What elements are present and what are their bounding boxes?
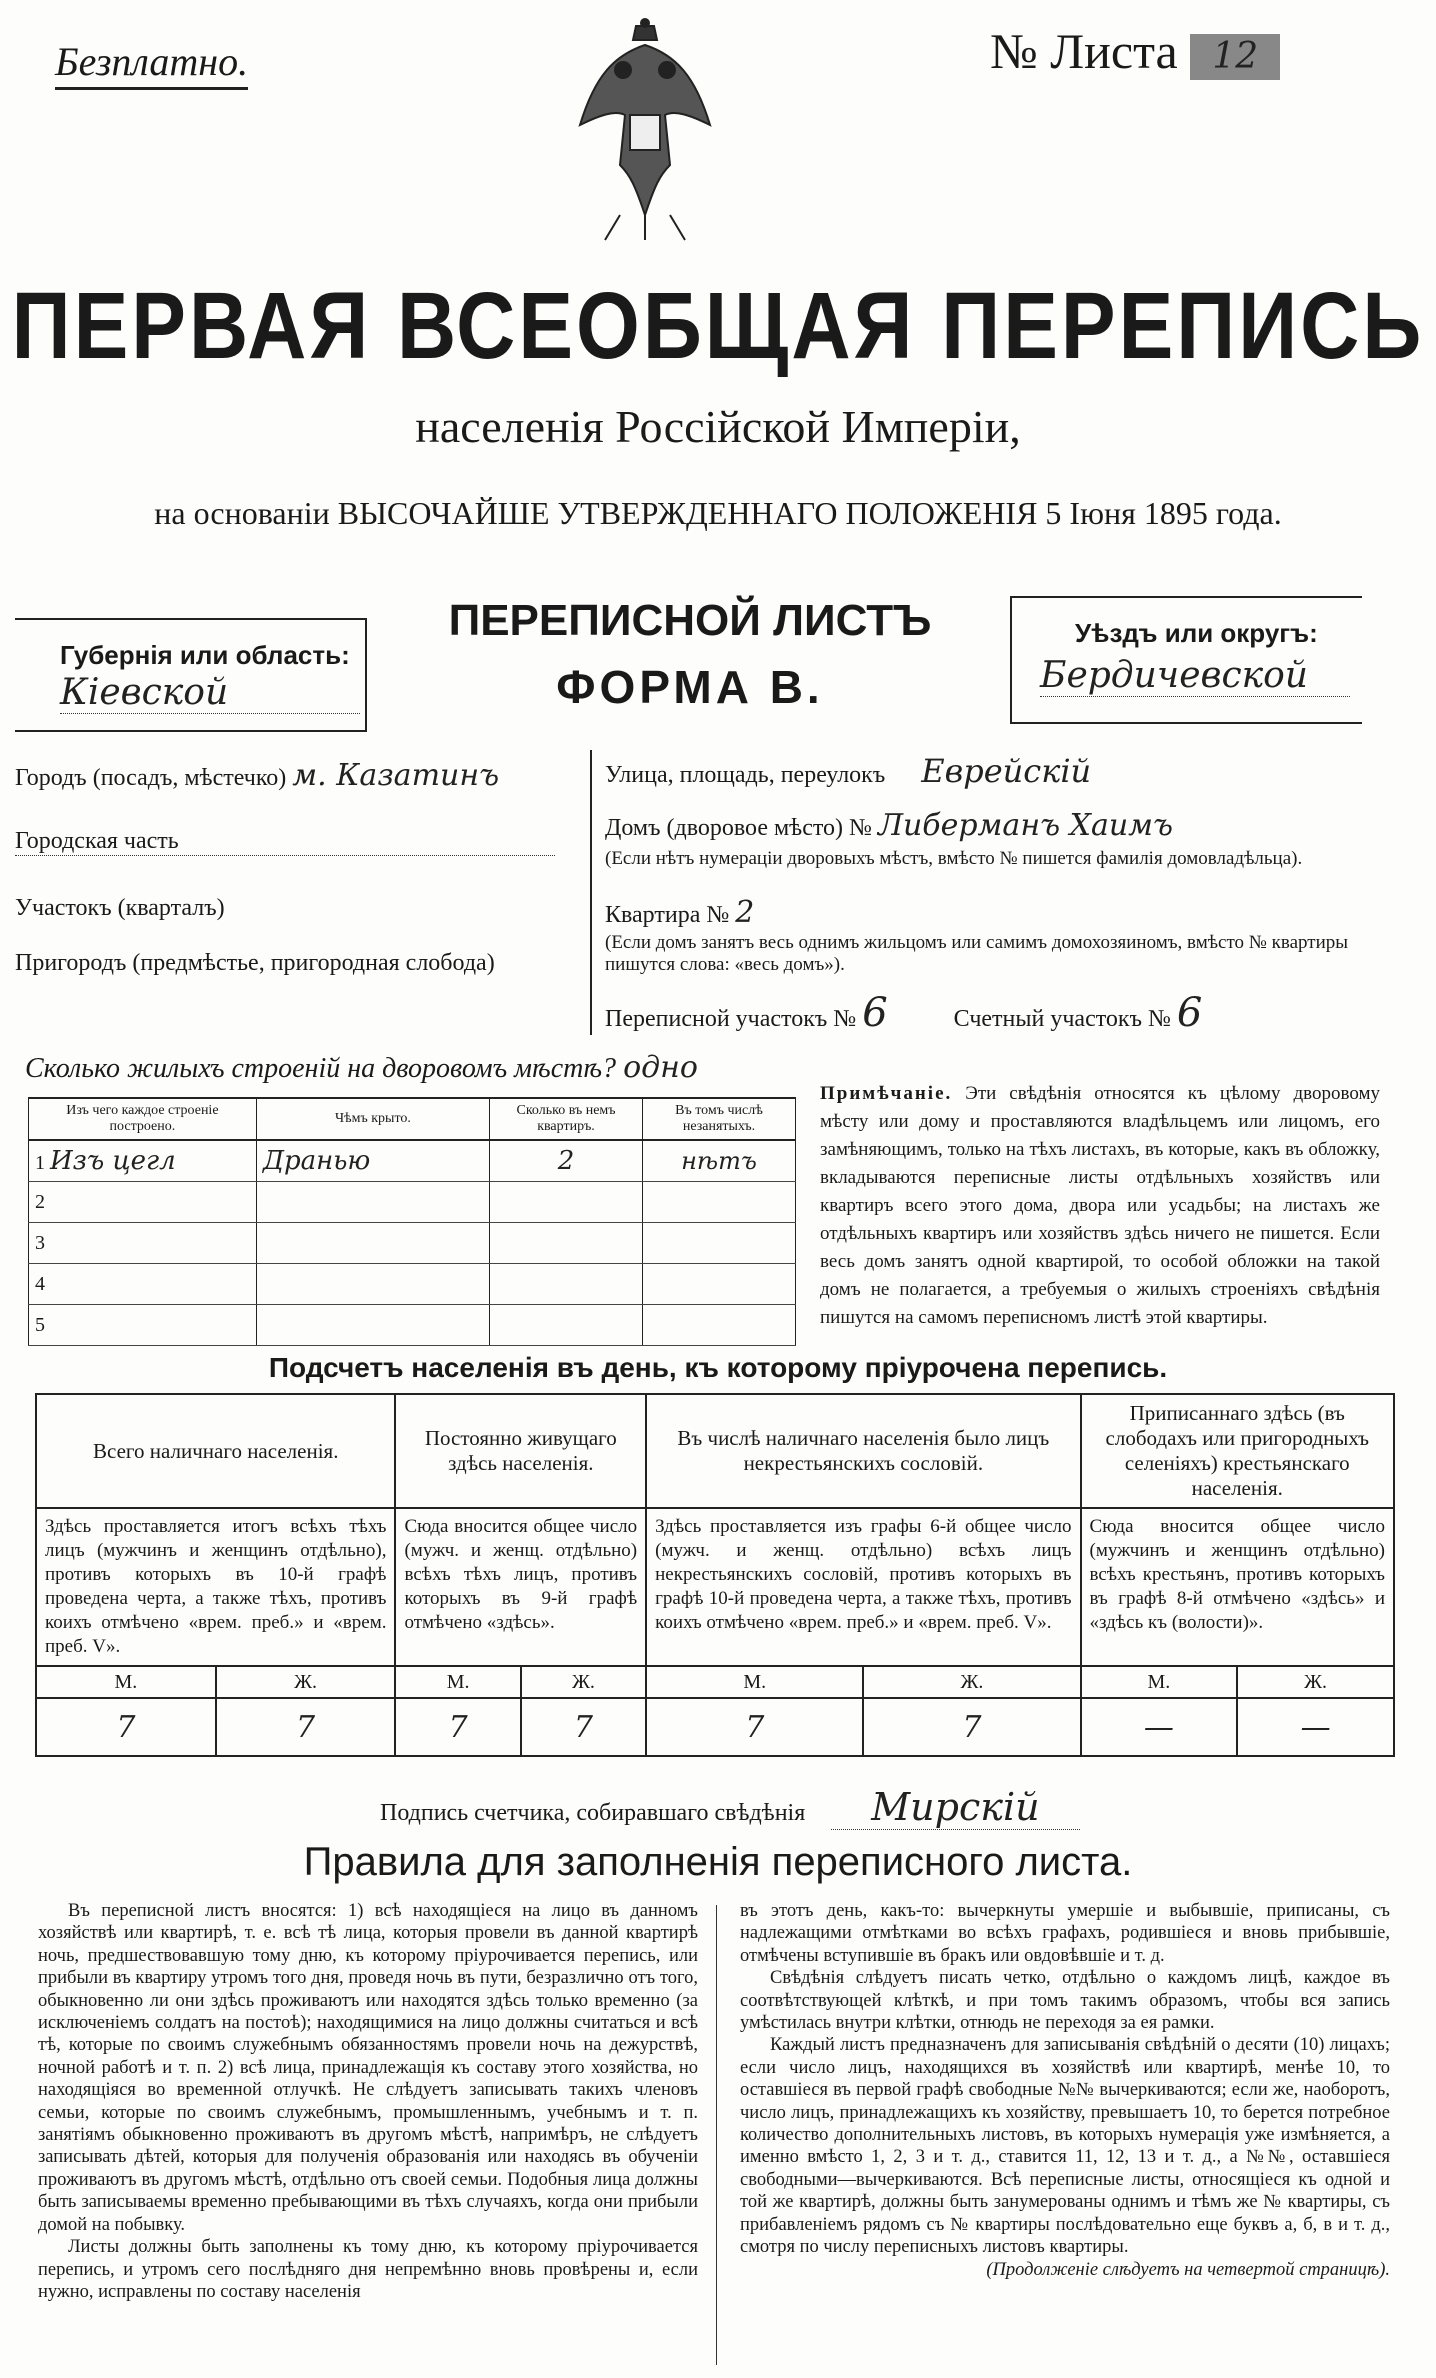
- non-peasant-male-value: 7: [646, 1698, 863, 1756]
- province-value: Кіевской: [60, 672, 360, 714]
- district-value: Бердичевской: [1040, 655, 1350, 697]
- town-field: [15, 758, 575, 793]
- apartment-label: Квартира №: [605, 902, 730, 928]
- province-label: Губернія или область:: [60, 640, 350, 670]
- non-peasant-female-value: 7: [863, 1698, 1080, 1756]
- census-precinct-label: Переписной участокъ №: [605, 1006, 857, 1032]
- apartments-value: 2: [490, 1140, 643, 1182]
- total-female-value: 7: [216, 1698, 396, 1756]
- male-label: М.: [646, 1666, 863, 1698]
- population-count-table: [35, 1393, 1395, 1757]
- peasant-male-value: —: [1081, 1698, 1238, 1756]
- suburb-label: Пригородъ (предмѣстье, пригородная слобода): [15, 950, 495, 976]
- female-label: Ж.: [521, 1666, 646, 1698]
- house-field: [605, 808, 1385, 843]
- precinct-label: Участокъ (кварталъ): [15, 895, 225, 921]
- address-divider: [590, 750, 592, 1035]
- town-label: Городъ (посадъ, мѣстечко): [15, 765, 287, 791]
- precinct-numbers: [605, 990, 1385, 1036]
- rules-continued: (Продолженіе слѣдуетъ на четвертой страницѣ).: [986, 2259, 1390, 2280]
- table-row: [29, 1182, 796, 1223]
- peasant-female-value: —: [1237, 1698, 1394, 1756]
- rules-paragraph: Свѣдѣнія слѣдуетъ писать четко, отдѣльно о каждомъ лицѣ, каждое въ соотвѣтствующей клѣткѣ, и при томъ такимъ образомъ, чтобы вся запись умѣстилась внутри клѣтки, отнюдь не переходя за ея рамки.: [740, 1968, 1390, 2034]
- structures-header-apartments: Сколько въ немъ квартиръ.: [490, 1098, 643, 1140]
- row-number: 3: [29, 1223, 257, 1264]
- female-label: Ж.: [1237, 1666, 1394, 1698]
- row-number: 1: [35, 1152, 45, 1174]
- count-desc-permanent: Сюда вносится общее число (мужч. и женщ. отдѣльно) всѣхъ тѣхъ лицъ, противъ которыхъ въ 9-й графѣ отмѣчено «здѣсь».: [395, 1508, 646, 1666]
- female-label: Ж.: [216, 1666, 396, 1698]
- apartment-note: (Если домъ занятъ весь однимъ жильцомъ или самимъ домохозяиномъ, вмѣсто № квартиры пишутся слова: «весь домъ»).: [605, 932, 1349, 975]
- count-header-total: Всего наличнаго населенія.: [36, 1394, 395, 1508]
- census-precinct-value: 6: [862, 990, 888, 1036]
- street-value: Еврейскій: [921, 752, 1092, 790]
- row-number: 2: [29, 1182, 257, 1223]
- rules-paragraph: Въ переписной листъ вносятся: 1) всѣ находящіеся на лицо въ данномъ хозяйствѣ или квартирѣ, т. е. всѣ тѣ лица, которыя провели въ данной квартирѣ ночь, предшествовавшую тому дню, къ которому пріурочивается перепись, или прибыли въ квартиру утромъ того дня, проведя ночь въ пути, безразлично отъ того, обыкновенно ли они здѣсь проживаютъ или находятся здѣсь только временно (за исключеніемъ солдатъ на постоѣ); находящимися на лицо должны считаться и всѣ тѣ, которые по своимъ служебнымъ обязанностямъ провели ночь на дежурствѣ, ночной работѣ и т. п. 2) всѣ лица, принадлежащія къ составу этого хозяйства, но находящіяся во временной отлучкѣ. Не слѣдуетъ записывать такихъ членовъ семьи, которые по своимъ служебнымъ, промышленнымъ, учебнымъ и т. п. занятіямъ обыкновенно проживаютъ въ другомъ мѣстѣ, напримѣръ, не слѣдуетъ записывать дѣтей, которыя для полученія образованія или находясь въ обученіи проживаютъ въ другомъ мѣстѣ, отдѣльно отъ своей семьи. Подобныя лица должны быть записываемы временно пребывающими въ тѣхъ случаяхъ, когда они прибыли домой на побывку.: [38, 1901, 698, 2235]
- apartment-field: [605, 895, 1385, 930]
- table-row: [29, 1305, 796, 1346]
- count-desc-peasant: Сюда вносится общее число (мужчинъ и женщинъ отдѣльно) всѣхъ крестьянъ, противъ которыхъ въ графѣ 8-й отмѣчено «здѣсь» и «здѣсь къ (волости)».: [1081, 1508, 1394, 1666]
- structures-header-vacant: Въ томъ числѣ незанятыхъ.: [643, 1098, 796, 1140]
- count-desc-total: Здѣсь проставляется итогъ всѣхъ тѣхъ лицъ (мужчинъ и женщинъ отдѣльно), противъ которыхъ въ 10-й графѣ проведена черта, а также тѣхъ, противъ коихъ отмѣчено «врем. преб.» и «врем. преб. V».: [36, 1508, 395, 1666]
- imperial-eagle-emblem: [575, 15, 715, 245]
- table-row: [29, 1264, 796, 1305]
- count-precinct-value: 6: [1176, 990, 1203, 1036]
- count-header-peasant: Приписаннаго здѣсь (въ слободахъ или пригородныхъ селеніяхъ) крестьянскаго населенія.: [1081, 1394, 1394, 1508]
- sheet-number: [990, 22, 1280, 80]
- form-title: ФОРМА В.: [556, 661, 824, 713]
- structures-answer: одно: [623, 1050, 698, 1085]
- total-male-value: 7: [36, 1698, 216, 1756]
- city-part-label: Городская часть: [15, 828, 555, 856]
- town-value: м. Казатинъ: [292, 758, 500, 793]
- female-label: Ж.: [863, 1666, 1080, 1698]
- structures-note: [820, 1080, 1380, 1332]
- apartment-value: 2: [735, 895, 755, 930]
- male-label: М.: [395, 1666, 520, 1698]
- structures-question: [25, 1050, 698, 1085]
- rules-right-column: [740, 1900, 1390, 2281]
- structures-table: [28, 1097, 796, 1346]
- count-desc-non-peasant: Здѣсь проставляется изъ графы 6-й общее число (мужч. и женщ. отдѣльно) всѣхъ лицъ некрестьянскихъ сословій, противъ которыхъ въ графѣ 10-й проведена черта, а также тѣхъ, противъ коихъ отмѣчено «врем. преб.» и «врем. преб. V».: [646, 1508, 1080, 1666]
- roof-value: Дранью: [256, 1140, 489, 1182]
- rules-paragraph: Каждый листъ предназначенъ для записыванія свѣдѣній о десяти (10) лицахъ; если число лицъ, находящихся въ хозяйствѣ или квартирѣ, менѣе 10, то оставшіеся въ первой графѣ свободные №№ вычеркиваются; если же, наоборотъ, число лицъ, принадлежащихъ къ хозяйству, превышаетъ 10, то берется потребное количество дополнительныхъ листовъ, въ которыхъ нумерація уже измѣняется, а именно вмѣсто 1, 2, 3 и т. д., ставится 11, 12, 13 и т. д., а №№, оставшіеся свободными—вычеркиваются. Всѣ переписные листы, относящіеся къ одной и той же квартирѣ, должны быть занумерованы однимъ и тѣмъ же № квартиры, съ прибавленіемъ рядомъ съ № квартиры послѣдовательно еще буквъ а, б, в и т. д., смотря по числу переписныхъ листовъ квартиры.: [740, 2035, 1390, 2258]
- rules-title: Правила для заполненія переписного листа.: [303, 1840, 1133, 1884]
- free-label: Безплатно.: [55, 38, 248, 90]
- material-value: Изъ цегл: [50, 1146, 176, 1176]
- permanent-female-value: 7: [521, 1698, 646, 1756]
- structures-header-roof: Чѣмъ крыто.: [256, 1098, 489, 1140]
- house-note: (Если нѣтъ нумераціи дворовыхъ мѣстъ, вмѣсто № пишется фамилія домовладѣльца).: [605, 848, 1303, 869]
- table-row: [29, 1140, 796, 1182]
- male-label: М.: [1081, 1666, 1238, 1698]
- structures-question-text: Сколько жилыхъ строеній на дворовомъ мѣстѣ?: [25, 1053, 617, 1084]
- house-value: Либерманъ Хаимъ: [877, 808, 1174, 843]
- male-label: М.: [36, 1666, 216, 1698]
- count-title: Подсчетъ населенія въ день, къ которому пріурочена перепись.: [268, 1352, 1168, 1383]
- count-header-permanent: Постоянно живущаго здѣсь населенія.: [395, 1394, 646, 1508]
- list-title: ПЕРЕПИСНОЙ ЛИСТЪ: [448, 596, 932, 645]
- house-label: Домъ (дворовое мѣсто) №: [605, 815, 872, 841]
- rules-left-column: [38, 1900, 698, 2303]
- basis-line: на основаніи ВЫСОЧАЙШЕ УТВЕРЖДЕННАГО ПОЛОЖЕНІЯ 5 Іюня 1895 года.: [154, 495, 1282, 531]
- count-header-non-peasant: Въ числѣ наличнаго населенія было лицъ некрестьянскихъ сословій.: [646, 1394, 1080, 1508]
- main-title: ПЕРВАЯ ВСЕОБЩАЯ ПЕРЕПИСЬ: [11, 274, 1425, 379]
- street-field: [605, 752, 1385, 790]
- table-row: [29, 1223, 796, 1264]
- signature-label: Подпись счетчика, собиравшаго свѣдѣнія: [380, 1800, 806, 1826]
- enumerator-signature: [380, 1785, 1080, 1829]
- note-title: Примѣчаніе.: [820, 1083, 953, 1104]
- subtitle: населенія Россійской Имперіи,: [415, 401, 1021, 452]
- permanent-male-value: 7: [395, 1698, 520, 1756]
- rules-divider: [716, 1905, 717, 2365]
- vacant-value: нѣтъ: [643, 1140, 796, 1182]
- district-label: Уѣздъ или округъ:: [1075, 618, 1318, 648]
- rules-paragraph: Листы должны быть заполнены къ тому дню, къ которому пріурочивается перепись, и утромъ сего послѣдняго дня непремѣнно вновь провѣрены и, если нужно, исправлены по составу населенія: [38, 2237, 698, 2302]
- sheet-number-value: 12: [1190, 34, 1280, 80]
- row-number: 5: [29, 1305, 257, 1346]
- sheet-number-label: № Листа: [990, 23, 1178, 79]
- row-number: 4: [29, 1264, 257, 1305]
- structures-header-material: Изъ чего каждое строеніе построено.: [29, 1098, 257, 1140]
- note-text: Эти свѣдѣнія относятся къ цѣлому дворовому мѣсту или дому и проставляются владѣльцемъ или лицомъ, его замѣняющимъ, только на тѣхъ листахъ, въ которые, какъ въ обложку, вкладываются переписные листы отдѣльныхъ хозяйствъ или квартиръ всего этого дома, двора или усадьбы; на листахъ же отдѣльныхъ квартиръ или хозяйствъ здѣсь ничего не пишется. Если весь домъ занятъ одной квартирой, то особой обложки на такой домъ не полагается, а требуемыя о жилыхъ строеніяхъ свѣдѣнія пишутся на самомъ переписномъ листѣ этой квартиры.: [820, 1083, 1380, 1328]
- street-label: Улица, площадь, переулокъ: [605, 762, 886, 788]
- signature-value: Мирскій: [831, 1785, 1079, 1830]
- count-precinct-label: Счетный участокъ №: [953, 1006, 1171, 1032]
- rules-paragraph: въ этотъ день, какъ-то: вычеркнуты умершіе и выбывшіе, приписаны, съ надлежащими отмѣтками во всѣхъ графахъ, родившіеся и вновь прибывшіе, отмѣчены вступившіе въ бракъ или овдовѣвшіе и т. д.: [740, 1901, 1390, 1966]
